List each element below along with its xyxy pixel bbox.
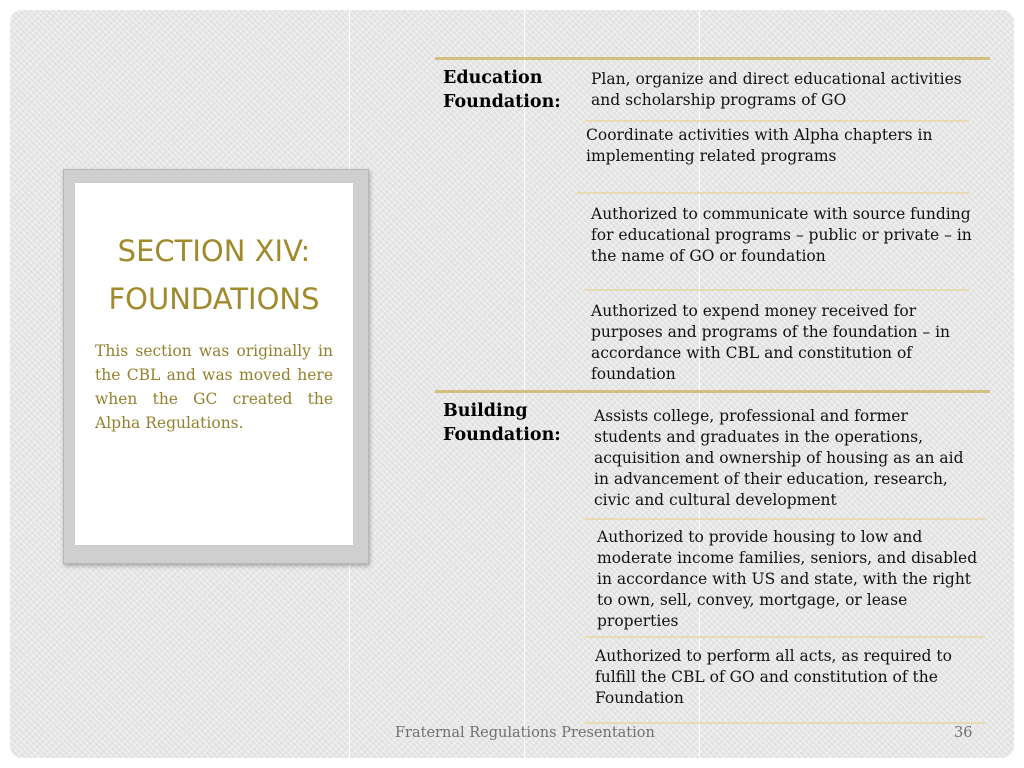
section-description: This section was originally in the CBL and was moved here when the GC created the Alpha Regulations.	[95, 342, 333, 432]
education-item: Coordinate activities with Alpha chapters in implementing related programs	[586, 126, 933, 165]
heading-line: Foundation:	[443, 425, 561, 445]
building-foundation-heading	[443, 399, 561, 447]
building-item: Assists college, professional and former students and graduates in the operations, acquisition and ownership of housing as an aid in advancement of their education, research, civic and cultural development	[594, 407, 964, 509]
heading-line: Education	[443, 68, 543, 88]
section-title	[75, 227, 353, 323]
page-number: 36	[954, 725, 973, 741]
slide	[10, 10, 1014, 758]
footer-text: Fraternal Regulations Presentation	[395, 725, 655, 741]
title-frame	[63, 169, 369, 564]
item-divider	[585, 518, 985, 520]
table-rule	[435, 390, 990, 393]
education-item: Authorized to communicate with source funding for educational programs – public or private – in the name of GO or foundation	[591, 205, 972, 265]
education-item: Plan, organize and direct educational activities and scholarship programs of GO	[591, 70, 962, 109]
heading-line: Building	[443, 401, 528, 421]
item-divider	[577, 192, 969, 194]
table-rule	[435, 57, 990, 60]
heading-line: Foundation:	[443, 92, 561, 112]
building-item: Authorized to provide housing to low and moderate income families, seniors, and disabled in accordance with US and state, with the right to own, sell, convey, mortgage, or lease properties	[597, 528, 978, 630]
title-card	[74, 182, 354, 546]
item-divider	[585, 120, 969, 122]
item-divider	[585, 289, 969, 291]
background-divider	[524, 10, 525, 758]
item-divider	[585, 636, 985, 638]
section-title-line: FOUNDATIONS	[108, 282, 320, 316]
education-item: Authorized to expend money received for purposes and programs of the foundation – in accordance with CBL and constitution of foundation	[591, 302, 951, 383]
section-title-line: SECTION XIV:	[117, 234, 311, 268]
education-foundation-heading	[443, 66, 561, 114]
building-item: Authorized to perform all acts, as required to fulfill the CBL of GO and constitution of the Foundation	[595, 647, 952, 707]
